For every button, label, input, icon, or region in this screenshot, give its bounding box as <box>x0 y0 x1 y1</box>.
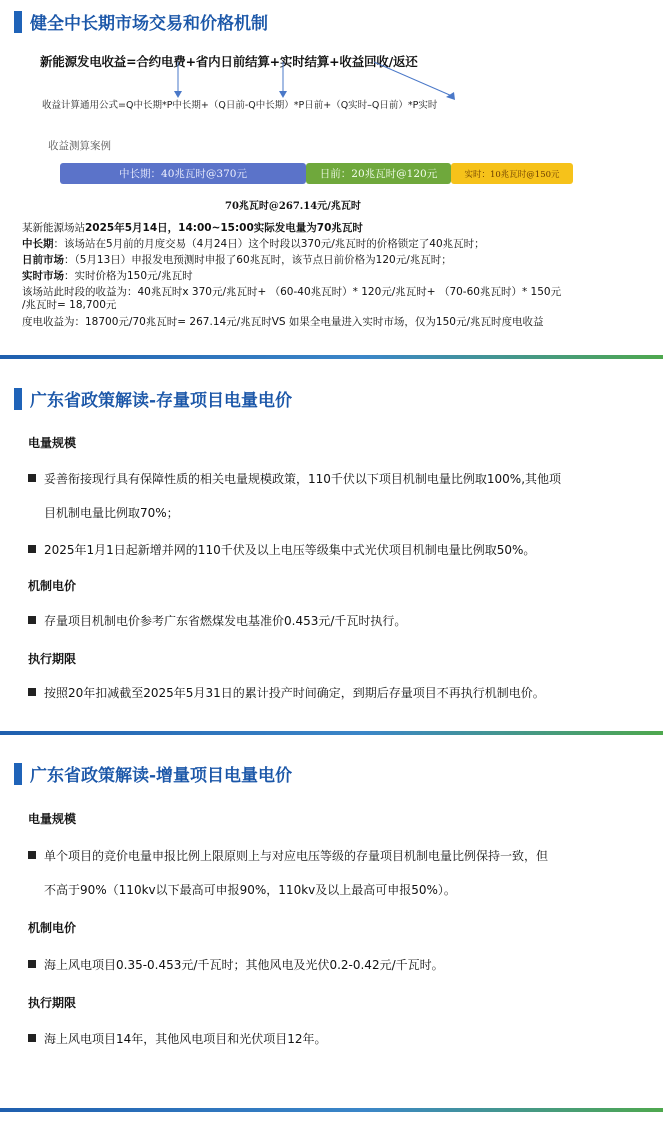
bullet-continuation: 目机制电量比例取70%； <box>44 506 179 520</box>
bullet-square-icon <box>28 545 36 553</box>
example-income-line1: 该场站此时段的收益为：40兆瓦时x 370元/兆瓦时+ （60-40兆瓦时）* 120元/兆瓦时+ （70-60兆瓦时）* 150元 <box>22 286 562 298</box>
bullet-text: 单个项目的竞价电量申报比例上限原则上与对应电压等级的存量项目机制电量比例保持一致，但 <box>44 849 549 863</box>
example-real-time <box>22 270 193 283</box>
example-intro-bold: 2025年5月14日，14:00~15:00实际发电量为70兆瓦时 <box>85 222 363 234</box>
example-day-ahead <box>22 254 452 267</box>
slide1-title: 健全中长期市场交易和价格机制 <box>30 14 268 34</box>
bullet-text: 妥善衔接现行具有保障性质的相关电量规模政策，110千伏以下项目机制电量比例取100%,其他项 <box>44 472 562 486</box>
slide-new-projects <box>0 735 663 1122</box>
slide3-title: 广东省政策解读-增量项目电量电价 <box>30 766 293 786</box>
list-item <box>28 1030 327 1047</box>
slide-existing-projects <box>0 360 663 732</box>
bullet-text: 2025年1月1日起新增并网的110千伏及以上电压等级集中式光伏项目机制电量比例取50%。 <box>44 543 536 557</box>
slide3-title-row <box>14 761 292 786</box>
slide-separator <box>0 355 663 359</box>
bullet-square-icon <box>28 688 36 696</box>
example-intro-prefix: 某新能源场站 <box>22 222 85 234</box>
example-unit-price: 度电收益为：18700元/70兆瓦时= 267.14元/兆瓦时VS 如果全电量进入实时市场，仅为150元/兆瓦时度电收益 <box>22 316 544 328</box>
long-term-text: ：该场站在5月前的月度交易（4月24日）这个时段以370元/兆瓦时的价格锁定了40兆瓦时； <box>53 238 485 250</box>
bullet-text: 海上风电项目0.35-0.453元/千瓦时；其他风电及光伏0.2-0.42元/千瓦时。 <box>44 958 444 972</box>
scale-heading: 电量规模 <box>28 436 77 450</box>
long-term-label: 中长期 <box>22 238 54 250</box>
title-accent-bar <box>14 388 22 410</box>
bullet-text: 存量项目机制电价参考广东省燃煤发电基准价0.453元/千瓦时执行。 <box>44 614 407 628</box>
example-income-line2: /兆瓦时= 18,700元 <box>22 299 117 311</box>
slide-separator <box>0 1108 663 1112</box>
bullet-square-icon <box>28 616 36 624</box>
bullet-continuation: 不高于90%（110kv以下最高可申报90%，110kv及以上最高可申报50%）。 <box>44 883 456 897</box>
slide2-title: 广东省政策解读-存量项目电量电价 <box>30 391 293 411</box>
scale-heading: 电量规模 <box>28 812 77 826</box>
list-item <box>28 684 545 701</box>
revenue-formula: 新能源发电收益=合约电费+省内日前结算+实时结算+收益回收/返还 <box>40 54 418 69</box>
bullet-square-icon <box>28 960 36 968</box>
day-ahead-text: ：（5月13日）申报发电预测时申报了60兆瓦时，该节点日前价格为120元/兆瓦时； <box>64 254 452 266</box>
list-item <box>28 470 561 487</box>
slide-market-mechanism <box>0 0 663 355</box>
list-item <box>28 956 444 973</box>
bullet-square-icon <box>28 474 36 482</box>
list-item <box>28 612 406 629</box>
list-item <box>28 847 548 864</box>
title-accent-bar <box>14 11 22 33</box>
case-label: 收益测算案例 <box>48 140 111 152</box>
example-intro <box>22 222 363 235</box>
bar-day-ahead: 日前：20兆瓦时@120元 <box>306 163 451 184</box>
bullet-text: 海上风电项目14年，其他风电项目和光伏项目12年。 <box>44 1032 327 1046</box>
day-ahead-label: 日前市场 <box>22 254 64 266</box>
average-price: 70兆瓦时@267.14元/兆瓦时 <box>225 201 361 212</box>
slide2-title-row <box>14 386 292 411</box>
title-accent-bar <box>14 763 22 785</box>
price-heading: 机制电价 <box>28 579 77 593</box>
bullet-square-icon <box>28 851 36 859</box>
list-item <box>28 541 535 558</box>
bar-real-time: 实时：10兆瓦时@150元 <box>451 163 573 184</box>
slide1-title-row <box>14 9 268 34</box>
bar-long-term: 中长期：40兆瓦时@370元 <box>60 163 306 184</box>
bullet-text: 按照20年扣减截至2025年5月31日的累计投产时间确定，到期后存量项目不再执行机制电价。 <box>44 686 545 700</box>
real-time-text: ：实时价格为150元/兆瓦时 <box>64 270 193 282</box>
period-heading: 执行期限 <box>28 996 77 1010</box>
example-long-term <box>22 238 485 251</box>
bullet-square-icon <box>28 1034 36 1042</box>
price-heading: 机制电价 <box>28 921 77 935</box>
revenue-calculation-formula: 收益计算通用公式=Q中长期*P中长期+（Q日前-Q中长期）*P日前+（Q实时–Q日前）*P实时 <box>42 100 438 111</box>
period-heading: 执行期限 <box>28 652 77 666</box>
real-time-label: 实时市场 <box>22 270 64 282</box>
